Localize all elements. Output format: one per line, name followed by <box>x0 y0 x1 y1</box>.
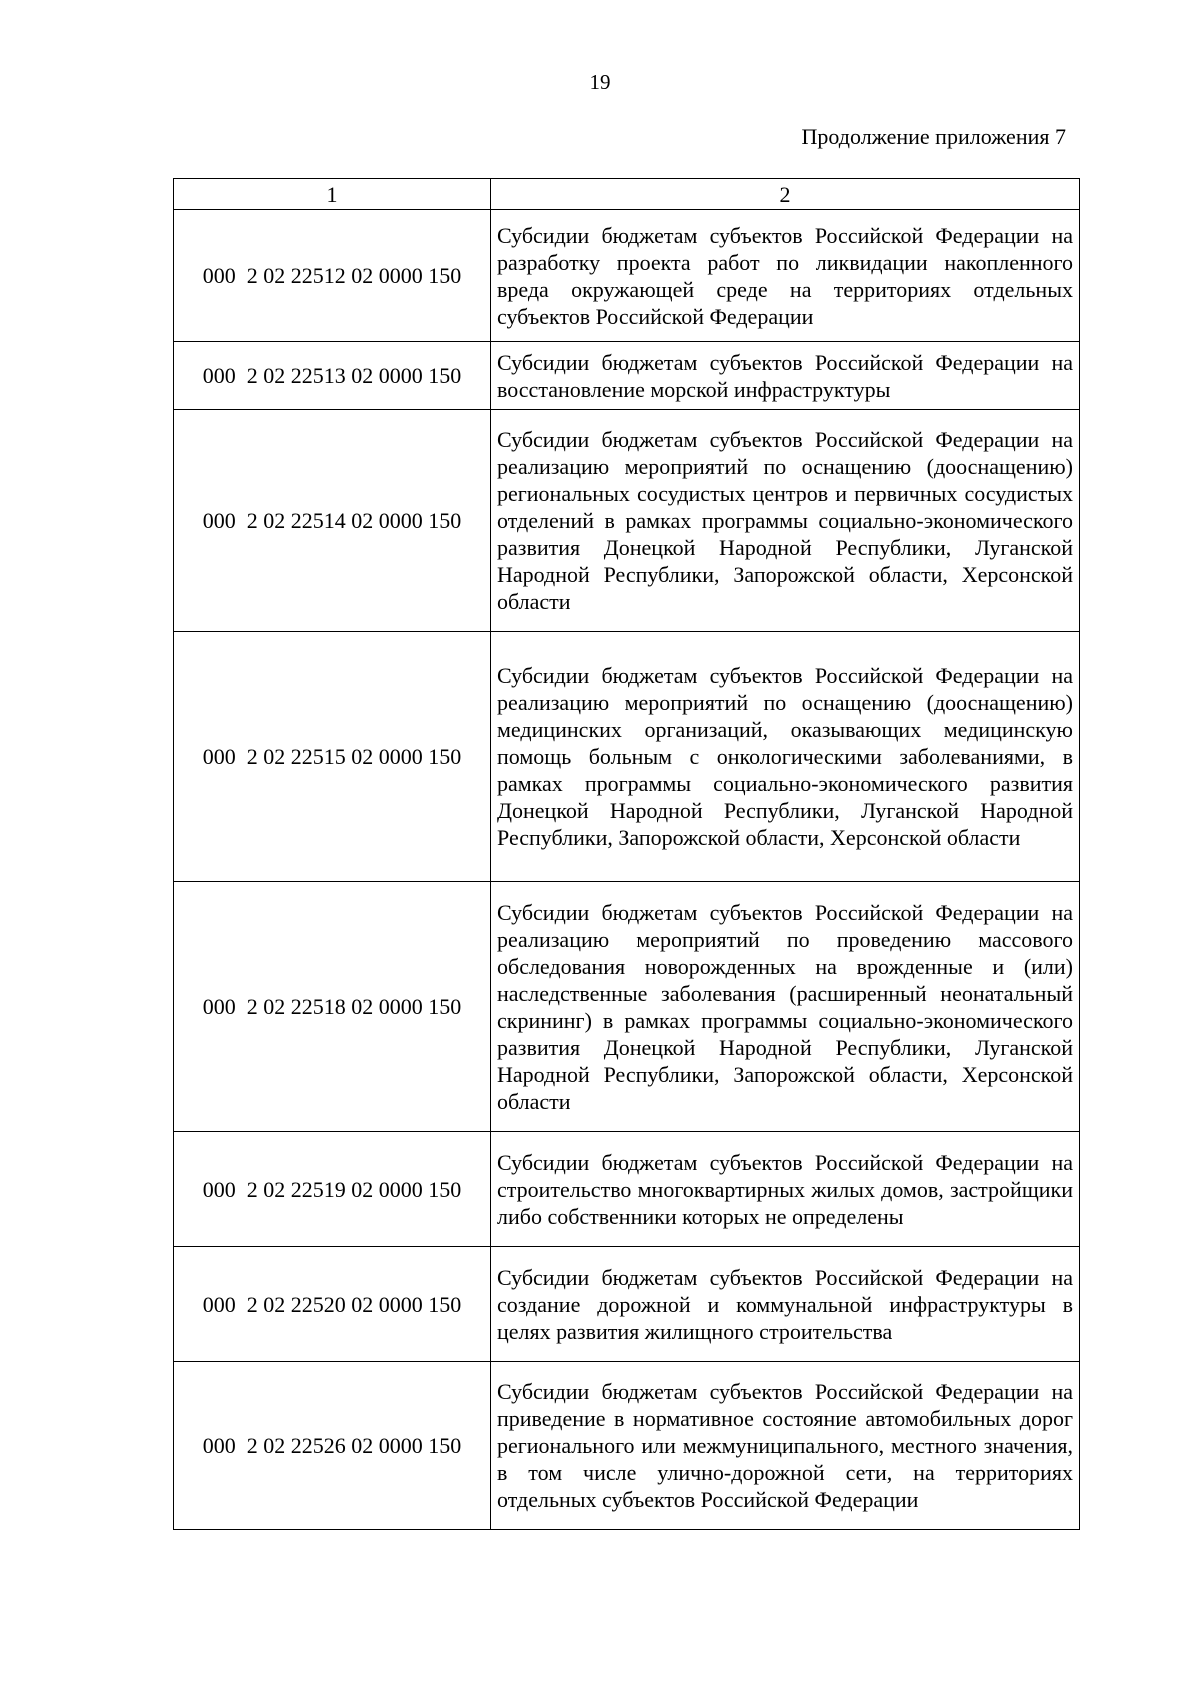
budget-description: Субсидии бюджетам субъектов Российской Федерации на строительство многоквартирных жилых домов, застройщики либо собственники которых не определены <box>491 1132 1080 1247</box>
column-header-1: 1 <box>174 179 491 210</box>
budget-description: Субсидии бюджетам субъектов Российской Федерации на реализацию мероприятий по оснащению (дооснащению) региональных сосудистых центров и первичных сосудистых отделений в рамках программы социально-экономического развития Донецкой Народной Республики, Луганской Народной Республики, Запорожской области, Херсонской области <box>491 410 1080 632</box>
budget-code: 000 2 02 22526 02 0000 150 <box>174 1362 491 1530</box>
budget-code: 000 2 02 22513 02 0000 150 <box>174 342 491 410</box>
budget-description: Субсидии бюджетам субъектов Российской Федерации на создание дорожной и коммунальной инфраструктуры в целях развития жилищного строительства <box>491 1247 1080 1362</box>
budget-code: 000 2 02 22520 02 0000 150 <box>174 1247 491 1362</box>
table-row <box>174 1247 1080 1362</box>
page-number: 19 <box>589 70 611 94</box>
budget-code: 000 2 02 22512 02 0000 150 <box>174 210 491 342</box>
budget-description: Субсидии бюджетам субъектов Российской Федерации на разработку проекта работ по ликвидации накопленного вреда окружающей среде на территориях отдельных субъектов Российской Федерации <box>491 210 1080 342</box>
table-row <box>174 882 1080 1132</box>
table-row <box>174 1132 1080 1247</box>
budget-description: Субсидии бюджетам субъектов Российской Федерации на реализацию мероприятий по проведению массового обследования новорожденных на врожденные и (или) наследственные заболевания (расширенный неонатальный скрининг) в рамках программы социально-экономического развития Донецкой Народной Республики, Луганской Народной Республики, Запорожской области, Херсонской области <box>491 882 1080 1132</box>
table-row <box>174 342 1080 410</box>
budget-description: Субсидии бюджетам субъектов Российской Федерации на восстановление морской инфраструктуры <box>491 342 1080 410</box>
budget-code: 000 2 02 22515 02 0000 150 <box>174 632 491 882</box>
table-row <box>174 632 1080 882</box>
budget-classification-table <box>173 178 1080 1530</box>
table-row <box>174 210 1080 342</box>
budget-description: Субсидии бюджетам субъектов Российской Федерации на реализацию мероприятий по оснащению (дооснащению) медицинских организаций, оказывающих медицинскую помощь больным с онкологическими заболеваниями, в рамках программы социально-экономического развития Донецкой Народной Республики, Луганской Народной Республики, Запорожской области, Херсонской области <box>491 632 1080 882</box>
budget-code: 000 2 02 22514 02 0000 150 <box>174 410 491 632</box>
budget-description: Субсидии бюджетам субъектов Российской Федерации на приведение в нормативное состояние автомобильных дорог регионального или межмуниципального, местного значения, в том числе улично-дорожной сети, на территориях отдельных субъектов Российской Федерации <box>491 1362 1080 1530</box>
table-row <box>174 410 1080 632</box>
table-header-row <box>174 179 1080 210</box>
continuation-title: Продолжение приложения 7 <box>801 124 1066 149</box>
budget-code: 000 2 02 22519 02 0000 150 <box>174 1132 491 1247</box>
budget-code: 000 2 02 22518 02 0000 150 <box>174 882 491 1132</box>
column-header-2: 2 <box>491 179 1080 210</box>
table-row <box>174 1362 1080 1530</box>
